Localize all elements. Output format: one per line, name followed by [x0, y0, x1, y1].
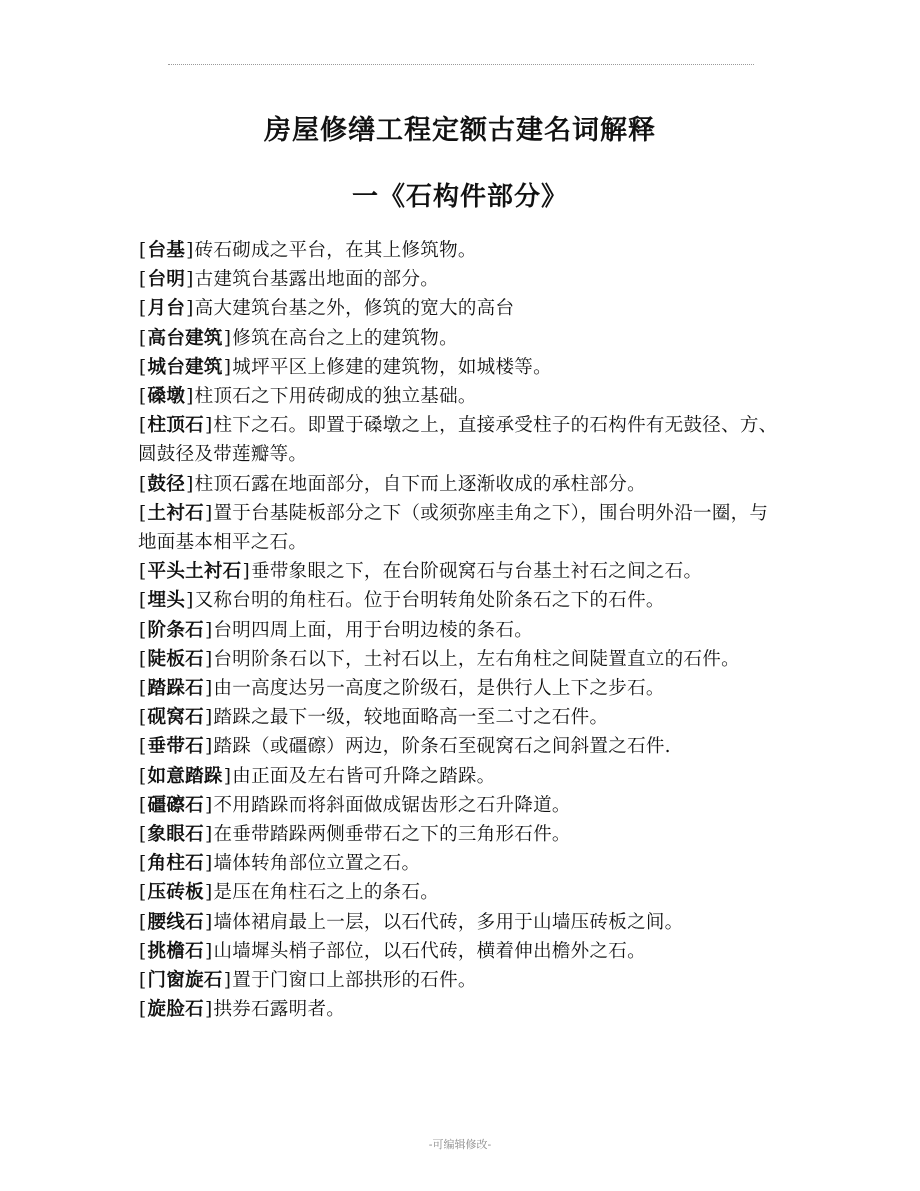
glossary-entry	[138, 324, 784, 353]
glossary-term: 门窗旋石	[147, 970, 223, 992]
glossary-definition: 柱顶石之下用砖砌成的独立基础。	[194, 386, 477, 408]
glossary-definition: 在垂带踏跺两侧垂带石之下的三角形石件。	[213, 824, 571, 846]
glossary-term: 挑檐石	[147, 940, 204, 962]
glossary-entry	[138, 499, 784, 557]
section-title: 一《石构件部分》	[351, 182, 568, 212]
open-bracket: [	[139, 707, 147, 729]
glossary-entry	[138, 586, 784, 615]
glossary-definition: 砖石砌成之平台，在其上修筑物。	[194, 240, 477, 261]
open-bracket: [	[139, 386, 147, 408]
glossary-definition: 不用踏跺而将斜面做成锯齿形之石升降道。	[213, 794, 571, 816]
glossary-entry	[138, 294, 784, 323]
glossary-list	[138, 236, 784, 1024]
open-bracket: [	[139, 240, 147, 261]
close-bracket: ]	[204, 415, 213, 437]
glossary-definition: 墙体裙肩最上一层，以石代砖，多用于山墙压砖板之间。	[213, 911, 684, 933]
close-bracket: ]	[204, 707, 213, 729]
glossary-term: 平头土衬石	[147, 561, 242, 583]
close-bracket: ]	[186, 590, 194, 612]
close-bracket: ]	[204, 678, 213, 700]
open-bracket: [	[139, 298, 147, 320]
glossary-entry	[138, 470, 784, 499]
close-bracket: ]	[204, 736, 213, 758]
open-bracket: [	[139, 736, 147, 758]
glossary-term: 城台建筑	[147, 356, 223, 378]
glossary-term: 阶条石	[147, 619, 204, 641]
close-bracket: ]	[186, 386, 194, 408]
glossary-term: 台基	[147, 240, 186, 261]
glossary-term: 压砖板	[147, 882, 204, 904]
glossary-entry	[138, 791, 784, 820]
open-bracket: [	[139, 648, 147, 670]
close-bracket: ]	[204, 882, 213, 904]
glossary-definition: 高大建筑台基之外，修筑的宽大的高台	[194, 298, 515, 320]
close-bracket: ]	[186, 298, 194, 320]
open-bracket: [	[139, 473, 147, 495]
open-bracket: [	[139, 824, 147, 846]
open-bracket: [	[139, 590, 147, 612]
glossary-definition: 垂带象眼之下，在台阶砚窝石与台基土衬石之间之石。	[251, 561, 703, 583]
close-bracket: ]	[186, 240, 194, 261]
glossary-definition: 置于台基陡板部分之下（或须弥座圭角之下），围台明外沿一圈，与地面基本相平之石。	[138, 502, 769, 554]
glossary-entry	[138, 557, 784, 586]
close-bracket: ]	[186, 269, 194, 291]
glossary-term: 土衬石	[147, 502, 204, 524]
open-bracket: [	[139, 561, 147, 583]
close-bracket: ]	[186, 473, 194, 495]
open-bracket: [	[139, 269, 147, 291]
open-bracket: [	[139, 415, 147, 437]
close-bracket: ]	[204, 648, 213, 670]
glossary-definition: 柱下之石。即置于磉墩之上，直接承受柱子的石构件有无鼓径、方、圆鼓径及带莲瓣等。	[138, 415, 778, 466]
glossary-definition: 踏跺之最下一级，较地面略高一至二寸之石件。	[213, 707, 609, 729]
glossary-definition: 城坪平区上修建的建筑物，如城楼等。	[232, 356, 552, 378]
close-bracket: ]	[223, 970, 232, 992]
glossary-entry	[138, 645, 784, 674]
glossary-definition: 墙体转角部位立置之石。	[213, 853, 421, 875]
glossary-entry	[138, 937, 784, 966]
glossary-term: 礓䃰石	[147, 794, 204, 816]
close-bracket: ]	[223, 356, 232, 378]
glossary-definition: 台明四周上面，用于台明边棱的条石。	[213, 619, 534, 641]
glossary-definition: 踏跺（或礓䃰）两边，阶条石至砚窝石之间斜置之石件.	[213, 736, 671, 758]
glossary-entry	[138, 703, 784, 732]
close-bracket: ]	[204, 794, 213, 816]
glossary-term: 高台建筑	[147, 327, 223, 349]
open-bracket: [	[139, 765, 147, 787]
close-bracket: ]	[242, 561, 251, 583]
glossary-term: 月台	[147, 298, 186, 320]
glossary-entry	[138, 995, 784, 1024]
open-bracket: [	[139, 327, 147, 349]
glossary-term: 旋脸石	[147, 999, 204, 1021]
open-bracket: [	[139, 911, 147, 933]
glossary-entry	[138, 849, 784, 878]
glossary-entry	[138, 353, 784, 382]
close-bracket: ]	[204, 853, 213, 875]
glossary-definition: 拱券石露明者。	[213, 999, 346, 1021]
glossary-entry	[138, 966, 784, 995]
page-footer: -可编辑修改-	[428, 1138, 492, 1151]
glossary-term: 腰线石	[147, 911, 204, 933]
glossary-entry	[138, 265, 784, 294]
close-bracket: ]	[204, 619, 213, 641]
glossary-term: 柱顶石	[147, 415, 204, 437]
glossary-entry	[138, 616, 784, 645]
open-bracket: [	[139, 502, 147, 524]
glossary-entry	[138, 878, 784, 907]
glossary-term: 如意踏跺	[147, 765, 223, 787]
open-bracket: [	[139, 678, 147, 700]
glossary-definition: 又称台明的角柱石。位于台明转角处阶条石之下的石件。	[194, 590, 665, 612]
glossary-definition: 由一高度达另一高度之阶级石，是供行人上下之步石。	[213, 678, 665, 700]
open-bracket: [	[139, 882, 147, 904]
glossary-entry	[138, 908, 784, 937]
open-bracket: [	[139, 940, 147, 962]
close-bracket: ]	[204, 999, 213, 1021]
glossary-definition: 山墙墀头梢子部位，以石代砖，横着伸出檐外之石。	[213, 940, 646, 962]
glossary-entry	[138, 411, 784, 469]
close-bracket: ]	[223, 327, 232, 349]
glossary-entry	[138, 674, 784, 703]
glossary-term: 砚窝石	[147, 707, 204, 729]
glossary-definition: 修筑在高台之上的建筑物。	[232, 327, 458, 349]
glossary-entry	[138, 236, 784, 265]
glossary-term: 角柱石	[147, 853, 204, 875]
close-bracket: ]	[204, 502, 213, 524]
glossary-term: 埋头	[147, 590, 186, 612]
glossary-term: 垂带石	[147, 736, 204, 758]
glossary-term: 踏跺石	[147, 678, 204, 700]
glossary-definition: 是压在角柱石之上的条石。	[213, 882, 440, 904]
glossary-definition: 置于门窗口上部拱形的石件。	[232, 970, 477, 992]
glossary-entry	[138, 820, 784, 849]
open-bracket: [	[139, 356, 147, 378]
glossary-entry	[138, 732, 784, 761]
close-bracket: ]	[204, 940, 213, 962]
glossary-term: 象眼石	[147, 824, 204, 846]
glossary-term: 台明	[147, 269, 186, 291]
glossary-term: 磉墩	[147, 386, 186, 408]
glossary-term: 鼓径	[147, 473, 186, 495]
open-bracket: [	[139, 794, 147, 816]
glossary-definition: 柱顶石露在地面部分，自下而上逐渐收成的承柱部分。	[194, 473, 646, 495]
glossary-definition: 台明阶条石以下，土衬石以上，左右角柱之间陡置直立的石件。	[213, 648, 740, 670]
glossary-definition: 由正面及左右皆可升降之踏跺。	[232, 765, 496, 787]
open-bracket: [	[139, 853, 147, 875]
close-bracket: ]	[223, 765, 232, 787]
document-title: 房屋修缮工程定额古建名词解释	[264, 115, 656, 146]
close-bracket: ]	[204, 824, 213, 846]
open-bracket: [	[139, 619, 147, 641]
glossary-entry	[138, 382, 784, 411]
open-bracket: [	[139, 970, 147, 992]
close-bracket: ]	[204, 911, 213, 933]
glossary-term: 陡板石	[147, 648, 204, 670]
glossary-entry	[138, 762, 784, 791]
header-rule	[168, 64, 754, 65]
glossary-definition: 古建筑台基露出地面的部分。	[194, 269, 440, 291]
open-bracket: [	[139, 999, 147, 1021]
